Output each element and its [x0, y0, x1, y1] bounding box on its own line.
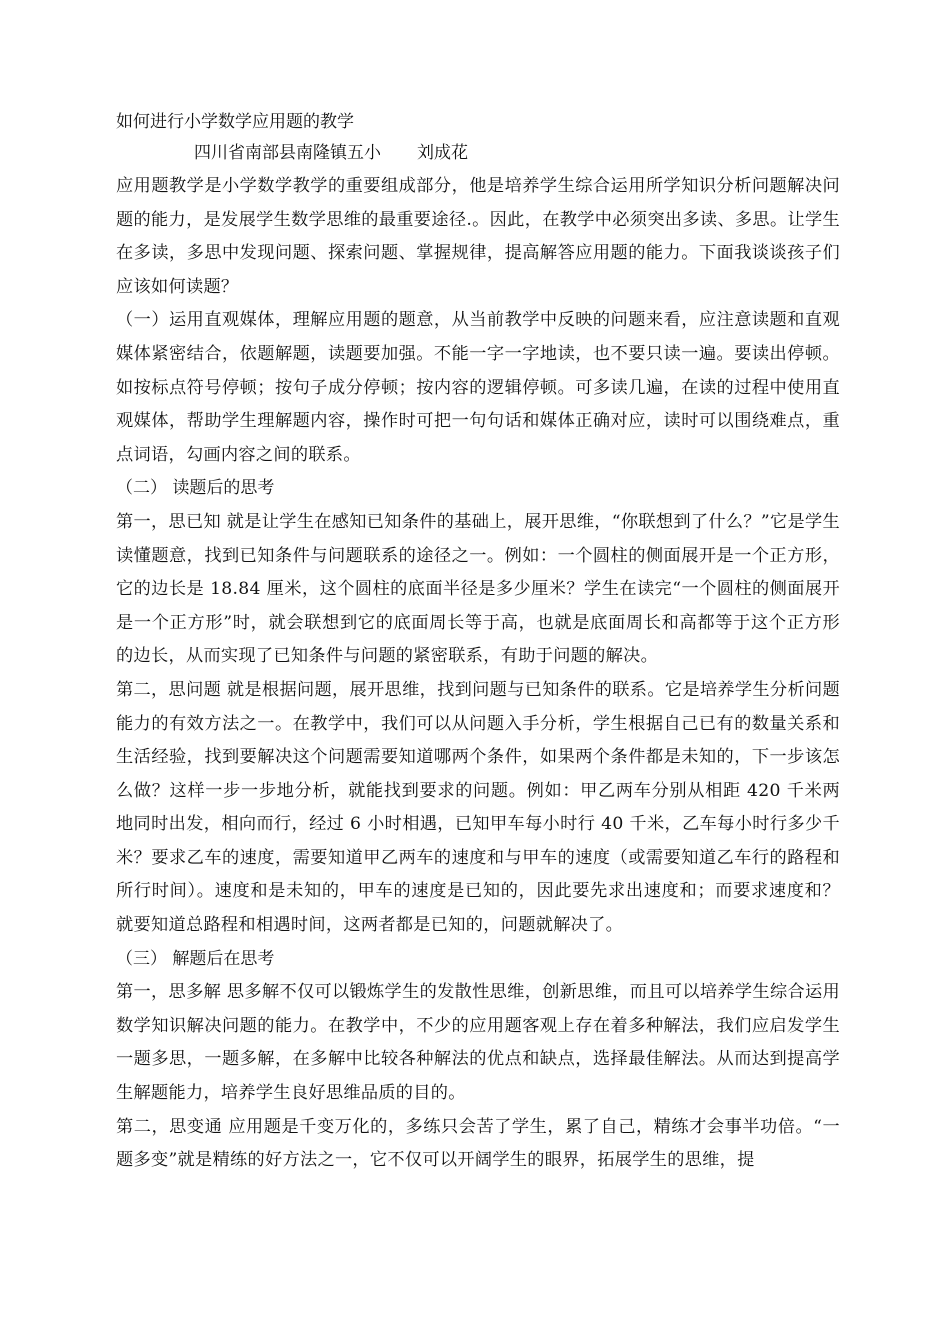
- section-3-paragraph-1: 第一，思多解 思多解不仅可以锻炼学生的发散性思维，创新思维，而且可以培养学生综合运用数学知识解决问题的能力。在教学中，不少的应用题客观上存在着多种解法，我们应启发学生一题多思，一题多解，在多解中比较各种解法的优点和缺点，选择最佳解法。从而达到提高学生解题能力，培养学生良好思维品质的目的。: [116, 982, 840, 1104]
- section-3-paragraph-2: 第二，思变通 应用题是千变万化的，多练只会苦了学生，累了自己，精练才会事半功倍。“一题多变”就是精练的好方法之一，它不仅可以开阔学生的眼界，拓展学生的思维，提: [116, 1116, 840, 1171]
- author-school: 四川省南部县南隆镇五小: [194, 143, 381, 163]
- author-line: [116, 136, 840, 170]
- section-2-heading: （二） 读题后的思考: [116, 478, 275, 499]
- section-2-paragraph-1: 第一，思已知 就是让学生在感知已知条件的基础上，展开思维，“你联想到了什么？”它是学生读懂题意，找到已知条件与问题联系的途径之一。例如：一个圆柱的侧面展开是一个正方形，它的边长是 18.84 厘米，这个圆柱的底面半径是多少厘米？学生在读完“一个圆柱的侧面展开是一个正方形”时，就会联想到它的底面周长等于高，也就是底面周长和高都等于这个正方形的边长，从而实现了已知条件与问题的紧密联系，有助于问题的解决。: [116, 511, 840, 667]
- document-title: 如何进行小学数学应用题的教学: [116, 112, 354, 132]
- author-name: 刘成花: [417, 143, 468, 163]
- intro-paragraph: 应用题教学是小学数学教学的重要组成部分，他是培养学生综合运用所学知识分析问题解决问题的能力，是发展学生数学思维的最重要途径.。因此，在教学中必须突出多读、多思。让学生在多读，多思中发现问题、探索问题、掌握规律，提高解答应用题的能力。下面我谈谈孩子们应该如何读题？: [116, 176, 840, 297]
- section-1-paragraph: （一）运用直观媒体，理解应用题的题意，从当前教学中反映的问题来看，应注意读题和直观媒体紧密结合，依题解题，读题要加强。不能一字一字地读，也不要只读一遍。要读出停顿。如按标点符号停顿；按句子成分停顿；按内容的逻辑停顿。可多读几遍，在读的过程中使用直观媒体，帮助学生理解题内容，操作时可把一句句话和媒体正确对应，读时可以围绕难点，重点词语，勾画内容之间的联系。: [116, 310, 840, 465]
- section-3-heading: （三） 解题后在思考: [116, 948, 275, 969]
- section-2-paragraph-2: 第二，思问题 就是根据问题，展开思维，找到问题与已知条件的联系。它是培养学生分析问题能力的有效方法之一。在教学中，我们可以从问题入手分析，学生根据自己已有的数量关系和生活经验，找到要解决这个问题需要知道哪两个条件，如果两个条件都是未知的，下一步该怎么做？这样一步一步地分析，就能找到要求的问题。例如：甲乙两车分别从相距 420 千米两地同时出发，相向而行，经过 6 小时相遇，已知甲车每小时行 40 千米，乙车每小时行多少千米？要求乙车的速度，需要知道甲乙两车的速度和与甲车的速度（或需要知道乙车行的路程和所行时间）。速度和是未知的，甲车的速度是已知的，因此要先求出速度和；而要求速度和？就要知道总路程和相遇时间，这两者都是已知的，问题就解决了。: [116, 679, 840, 936]
